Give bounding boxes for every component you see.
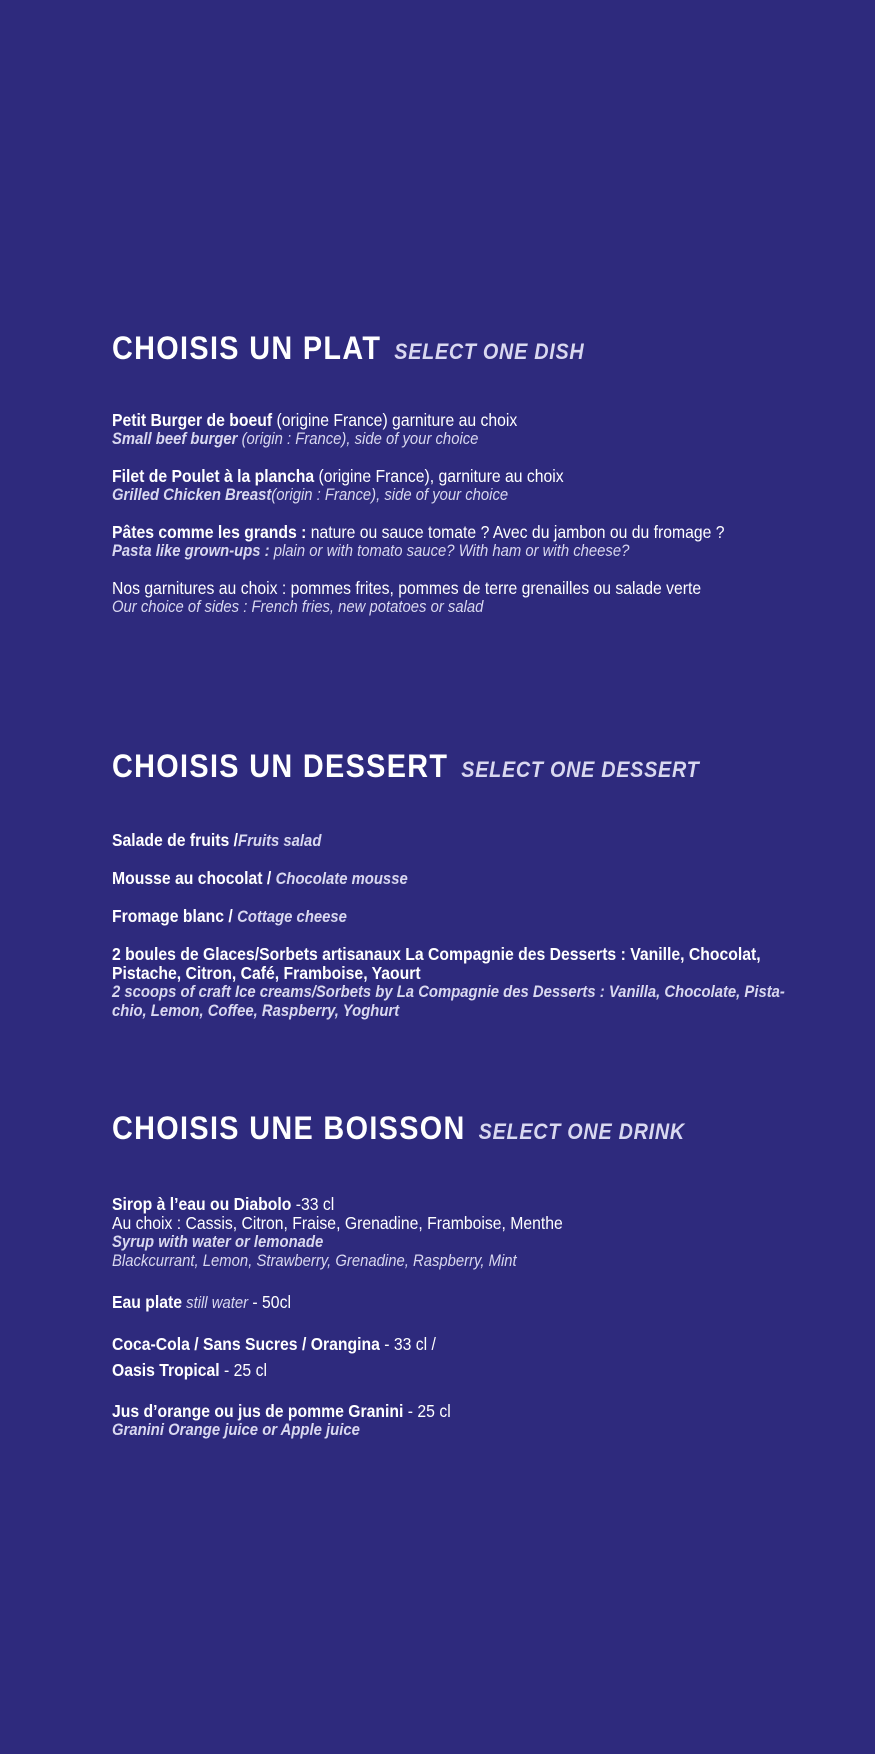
- drink-item-juice: [112, 1402, 814, 1440]
- dish-name: Filet de Poulet à la plancha: [112, 466, 315, 486]
- drinks-title-fr: CHOISIS UNE BOISSON: [112, 1110, 466, 1146]
- drink-volume: - 33 cl /: [379, 1334, 436, 1354]
- dish-name-en: Pasta like grown-ups :: [112, 542, 270, 560]
- dish-name: Pâtes comme les grands :: [112, 522, 307, 542]
- dessert-item-fruits: [112, 831, 814, 851]
- dish-name: Petit Burger de boeuf: [112, 410, 273, 430]
- drink-item-water: [112, 1293, 814, 1313]
- drink-name: Sirop à l’eau ou Diabolo: [112, 1194, 292, 1214]
- dessert-name-cont: Pistache, Citron, Café, Framboise, Yaourt: [112, 963, 421, 983]
- dessert-name-en-cont: chio, Lemon, Coffee, Raspberry, Yoghurt: [112, 1002, 400, 1020]
- drinks-section: [112, 1110, 812, 1440]
- drink-name-en: Granini Orange juice or Apple juice: [112, 1421, 360, 1439]
- dish-name-en: Small beef burger: [112, 430, 238, 448]
- dish-description-en: (origin : France), side of your choice: [271, 486, 509, 504]
- dishes-title-en: SELECT ONE DISH: [394, 339, 585, 364]
- drink-name: Coca-Cola / Sans Sucres / Orangina: [112, 1334, 380, 1354]
- dish-description-en: plain or with tomato sauce? With ham or with cheese?: [269, 542, 630, 560]
- dish-item-pasta: [112, 523, 814, 561]
- drink-item-syrup: [112, 1195, 814, 1271]
- dessert-name-en: Cottage cheese: [237, 908, 347, 926]
- drink-choice-fr: Au choix : Cassis, Citron, Fraise, Grenadine, Framboise, Menthe: [112, 1213, 563, 1233]
- dishes-title-fr: CHOISIS UN PLAT: [112, 330, 382, 366]
- desserts-title: [112, 748, 742, 785]
- desserts-section: [112, 748, 812, 1021]
- dessert-name: Mousse au chocolat /: [112, 868, 276, 888]
- drink-choice-en: Blackcurrant, Lemon, Strawberry, Grenadine, Raspberry, Mint: [112, 1252, 517, 1270]
- dish-description-en: (origin : France), side of your choice: [237, 430, 479, 448]
- sides-note: [112, 579, 814, 617]
- dessert-name: Salade de fruits /: [112, 830, 239, 850]
- drink-volume-2: - 25 cl: [219, 1360, 267, 1380]
- drink-item-soda: [112, 1335, 814, 1380]
- dishes-section: [112, 330, 812, 617]
- dessert-name: 2 boules de Glaces/Sorbets artisanaux La Compagnie des Desserts : Vanille, Chocolat,: [112, 944, 761, 964]
- sides-text-fr: Nos garnitures au choix : pommes frites, pommes de terre grenailles ou salade verte: [112, 578, 702, 598]
- dish-description: nature ou sauce tomate ? Avec du jambon ou du fromage ?: [306, 522, 725, 542]
- dessert-name-en: 2 scoops of craft Ice creams/Sorbets by La Compagnie des Desserts : Vanilla, Chocolate, Pista-: [112, 983, 785, 1001]
- dessert-item-mousse: [112, 869, 814, 889]
- dish-item-chicken: [112, 467, 814, 505]
- desserts-title-en: SELECT ONE DESSERT: [461, 757, 700, 782]
- dishes-title: [112, 330, 742, 367]
- drink-volume: - 25 cl: [403, 1401, 451, 1421]
- dessert-name: Fromage blanc /: [112, 906, 238, 926]
- dish-description: (origine France), garniture au choix: [314, 466, 564, 486]
- drink-volume: - 50cl: [248, 1292, 291, 1312]
- dessert-name-en: Chocolate mousse: [275, 870, 408, 888]
- drink-name: Jus d’orange ou jus de pomme Granini: [112, 1401, 404, 1421]
- dish-name-en: Grilled Chicken Breast: [112, 486, 272, 504]
- drink-name-en: still water: [182, 1294, 249, 1312]
- dish-description: (origine France) garniture au choix: [272, 410, 518, 430]
- drinks-title-en: SELECT ONE DRINK: [478, 1119, 685, 1144]
- drink-volume: -33 cl: [291, 1194, 335, 1214]
- drink-name-en: Syrup with water or lemonade: [112, 1233, 324, 1251]
- sides-text-en: Our choice of sides : French fries, new potatoes or salad: [112, 598, 484, 616]
- desserts-title-fr: CHOISIS UN DESSERT: [112, 748, 449, 784]
- drinks-title: [112, 1110, 742, 1147]
- drink-name-2: Oasis Tropical: [112, 1360, 220, 1380]
- dessert-name-en: Fruits salad: [238, 832, 322, 850]
- dish-item-burger: [112, 411, 814, 449]
- dessert-item-cottage: [112, 907, 814, 927]
- dessert-item-icecream: [112, 945, 814, 1021]
- drink-name: Eau plate: [112, 1292, 183, 1312]
